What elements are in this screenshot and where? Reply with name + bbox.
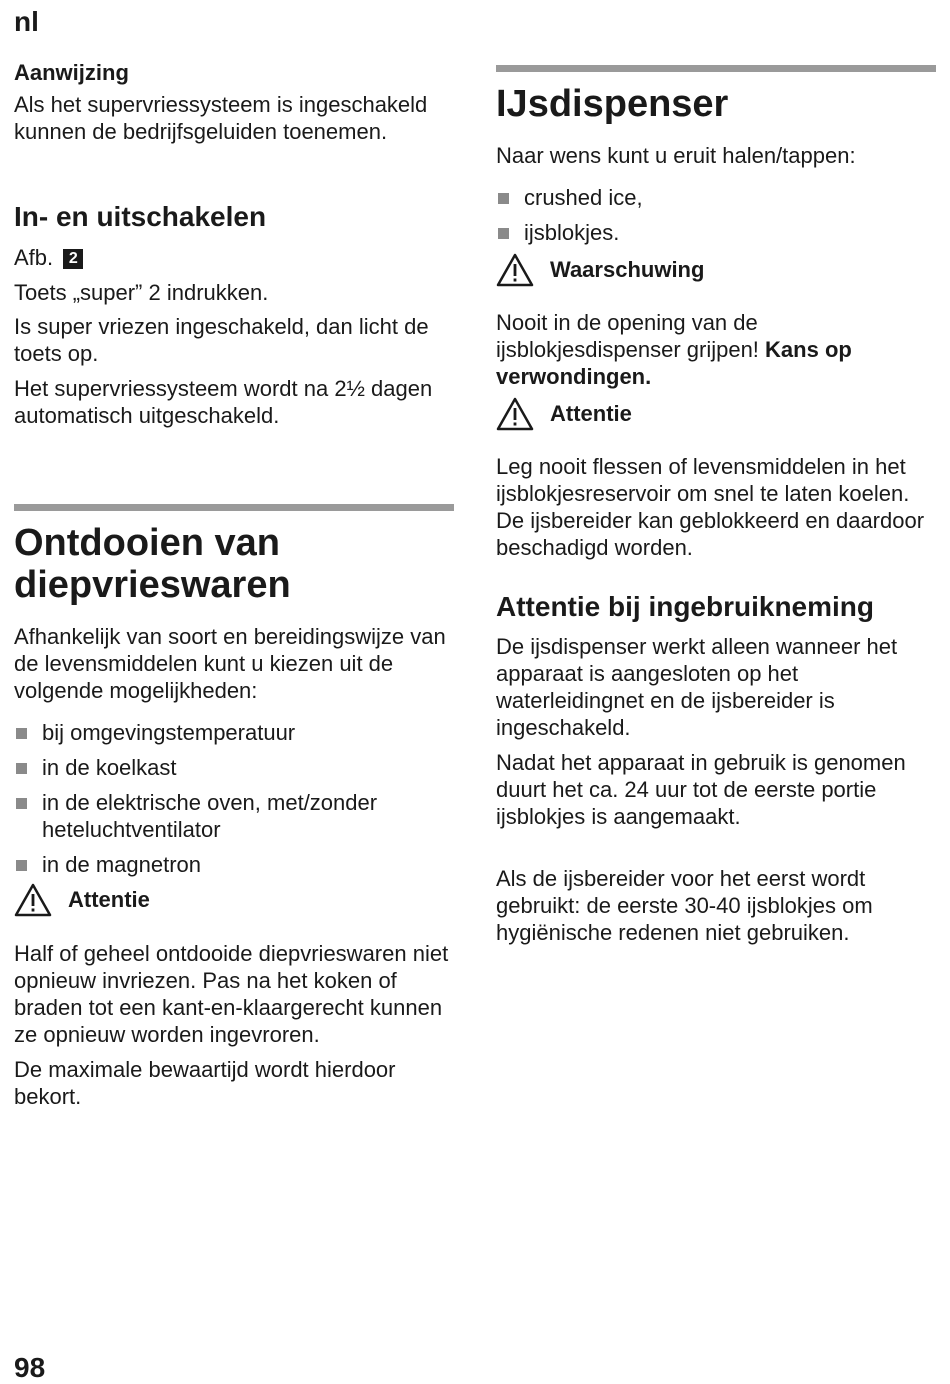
switch-paragraph-2: Is super vriezen ingeschakeld, dan licht de toets op. bbox=[14, 314, 429, 366]
list-item: in de magnetron bbox=[14, 851, 454, 878]
list-item: in de elektrische oven, met/zonder heteluchtventilator bbox=[14, 789, 454, 843]
warning-triangle-icon bbox=[14, 883, 52, 917]
storage-text: De maximale bewaartijd wordt hierdoor bekort. bbox=[14, 1057, 396, 1109]
warning-text-regular: Nooit in de opening van de ijsblokjesdispenser grijpen! bbox=[496, 310, 759, 362]
warning-triangle-icon bbox=[496, 253, 534, 287]
ice-options-list bbox=[496, 184, 936, 246]
list-item: ijsblokjes. bbox=[496, 219, 936, 246]
warning-notice bbox=[496, 253, 936, 287]
startup-heading: Attentie bij ingebruikneming bbox=[496, 591, 875, 622]
warning-text bbox=[496, 309, 936, 390]
attention-label: Attentie bbox=[550, 401, 632, 426]
attention-text: Half of geheel ontdooide diepvrieswaren niet opnieuw invriezen. Pas na het koken of braden tot een kant-en-klaargerecht kunnen ze opnieuw worden ingevroren. bbox=[14, 941, 449, 1047]
list-item: in de koelkast bbox=[14, 754, 454, 781]
note-label: Aanwijzing bbox=[14, 60, 129, 85]
warning-text-bold: Kans op verwondingen. bbox=[496, 337, 852, 389]
attention-text: Leg nooit flessen of levensmiddelen in het ijsblokjesreservoir om snel te laten koelen. De ijsbereider kan geblokkeerd en daardoor beschadigd worden. bbox=[496, 454, 925, 560]
thaw-options-list bbox=[14, 719, 454, 878]
note-text: Als het supervriessysteem is ingeschakeld kunnen de bedrijfsgeluiden toenemen. bbox=[14, 92, 428, 144]
figure-prefix: Afb. bbox=[14, 245, 54, 270]
language-code: nl bbox=[14, 6, 39, 37]
figure-reference bbox=[14, 244, 454, 271]
startup-paragraph-2: Nadat het apparaat in gebruik is genomen duurt het ca. 24 uur tot de eerste portie ijsblokjes is aangemaakt. bbox=[496, 750, 906, 829]
attention-notice bbox=[496, 397, 936, 431]
thaw-heading bbox=[14, 522, 454, 606]
page-number: 98 bbox=[14, 1352, 46, 1383]
section-divider bbox=[496, 65, 936, 72]
attention-label: Attentie bbox=[68, 887, 150, 912]
attention-notice bbox=[14, 883, 454, 917]
section-divider bbox=[14, 504, 454, 511]
thaw-intro: Afhankelijk van soort en bereidingswijze van de levensmiddelen kunt u kiezen uit de volgende mogelijkheden: bbox=[14, 624, 446, 703]
thaw-heading-line-1: Ontdooien van bbox=[14, 522, 280, 564]
warning-triangle-icon bbox=[496, 397, 534, 431]
switch-paragraph-1: Toets „super” 2 indrukken. bbox=[14, 280, 269, 305]
figure-number-badge: 2 bbox=[63, 249, 83, 269]
switch-heading: In- en uitschakelen bbox=[14, 201, 267, 232]
warning-label: Waarschuwing bbox=[550, 257, 705, 282]
startup-paragraph-1: De ijsdispenser werkt alleen wanneer het apparaat is aangesloten op het waterleidingnet en de ijsbereider is ingeschakeld. bbox=[496, 634, 898, 740]
ice-dispenser-intro: Naar wens kunt u eruit halen/tappen: bbox=[496, 143, 856, 168]
ice-dispenser-heading: IJsdispenser bbox=[496, 83, 729, 125]
thaw-heading-line-2: diepvrieswaren bbox=[14, 564, 291, 606]
list-item: bij omgevingstemperatuur bbox=[14, 719, 454, 746]
startup-paragraph-3: Als de ijsbereider voor het eerst wordt gebruikt: de eerste 30-40 ijsblokjes om hygiënische redenen niet gebruiken. bbox=[496, 866, 873, 945]
switch-paragraph-3: Het supervriessysteem wordt na 2½ dagen automatisch uitgeschakeld. bbox=[14, 376, 433, 428]
list-item: crushed ice, bbox=[496, 184, 936, 211]
